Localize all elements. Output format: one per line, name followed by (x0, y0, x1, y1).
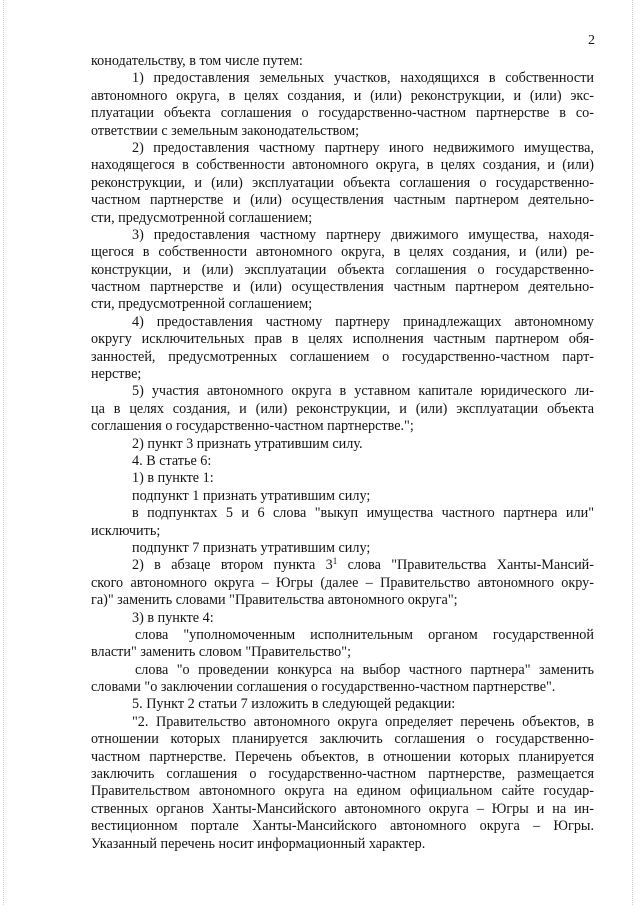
page-number: 2 (588, 33, 595, 48)
text-line: ответствии с земельным законодательством; (91, 122, 360, 139)
text-line: 1) в пункте 1: (132, 470, 214, 487)
text-line: находящегося в собственности автономного округа, в целях создания, и (или) (91, 157, 594, 174)
text-line: власти" заменить словом "Правительство"; (91, 644, 352, 661)
text-line: Правительством автономного округа на едином официальном сайте государ- (91, 783, 594, 800)
text-line: 5. Пункт 2 статьи 7 изложить в следующей редакции: (132, 696, 456, 713)
text-line: "2. Правительство автономного округа определяет перечень объектов, в (132, 713, 594, 730)
text-line: занностей, предусмотренных соглашением о государственно-частном парт- (91, 348, 594, 365)
text-line: исключить; (91, 522, 161, 539)
text-line: нерстве; (91, 366, 142, 383)
document-body (91, 53, 594, 853)
text-line: щегося в собственности автономного округа, в целях создания, и (или) ре- (91, 244, 594, 261)
text-line: 3) в пункте 4: (132, 609, 214, 626)
text-line: Указанный перечень носит информационный характер. (91, 835, 426, 852)
text-line: 4. В статье 6: (132, 452, 212, 469)
text-line: слова "уполномоченным исполнительным органом государственной (135, 626, 594, 643)
text-line: ца в целях создания, и (или) реконструкции, и (или) эксплуатации объекта (91, 400, 594, 417)
text-line: ственных органов Ханты-Мансийского автономного округа – Югры и на ин- (91, 800, 594, 817)
scan-edge-left (3, 0, 5, 905)
text-line: округу исключительных прав в целях исполнения частным партнером обя- (91, 331, 594, 348)
text-line: вестиционном портале Ханты-Мансийского автономного округа – Югры. (91, 818, 594, 835)
text-line: га)" заменить словами "Правительства автономного округа"; (91, 592, 458, 609)
text-line: плуатации объекта соглашения о государственно-частном партнерстве в со- (91, 105, 594, 122)
text-line: конодательству, в том числе путем: (91, 53, 303, 69)
text-line: 2) предоставления частному партнеру иного недвижимого имущества, (132, 139, 594, 156)
text-line: подпункт 1 признать утратившим силу; (132, 487, 371, 504)
text-line: сти, предусмотренной соглашением; (91, 209, 313, 226)
text-line: частном партнерстве. Перечень объектов, в отношении которых планируется (91, 748, 594, 765)
text-line: отношении которых планируется заключить соглашения о государственно- (91, 731, 594, 748)
text-line: реконструкции, и (или) эксплуатации объекта соглашения о государственно- (91, 174, 594, 191)
text-line: ского автономного округа – Югры (далее – Правительство автономного окру- (91, 574, 594, 591)
text-line: автономного округа, в целях создания, и (или) реконструкции, и (или) экс- (91, 87, 594, 104)
text-line (91, 557, 594, 574)
text-line: 1) предоставления земельных участков, находящихся в собственности (132, 70, 594, 87)
text-line: 3) предоставления частному партнеру движимого имущества, находя- (132, 226, 594, 243)
text-line: слова "о проведении конкурса на выбор частного партнера" заменить (135, 661, 594, 678)
text-line: в подпунктах 5 и 6 слова "выкуп имущества частного партнера или" (132, 505, 594, 522)
text-line: заключить соглашения о государственно-частном партнерстве, размещается (91, 766, 594, 783)
text-line: конструкции, и (или) эксплуатации объекта соглашения о государственно- (91, 261, 594, 278)
text-line: 2) пункт 3 признать утратившим силу. (132, 435, 363, 452)
text-line: частном партнерстве и (или) осуществления частным партнером деятельно- (91, 279, 594, 296)
superscript: 1 (332, 557, 338, 567)
text-line: 5) участия автономного округа в уставном капитале юридического ли- (132, 383, 594, 400)
text-line: соглашения о государственно-частном партнерстве."; (91, 418, 414, 435)
text-line-part: 2) в абзаце втором пункта 3 (132, 557, 333, 574)
text-line: сти, предусмотренной соглашением; (91, 296, 313, 313)
text-line: словами "о заключении соглашения о государственно-частном партнерстве". (91, 679, 556, 696)
text-line: 4) предоставления частному партнеру принадлежащих автономному (132, 313, 594, 330)
scan-edge-right (632, 0, 634, 905)
text-line-part: слова "Правительства Ханты-Мансий- (337, 557, 594, 574)
text-line: частном партнерстве и (или) осуществления частным партнером деятельно- (91, 192, 594, 209)
text-line: подпункт 7 признать утратившим силу; (132, 539, 371, 556)
